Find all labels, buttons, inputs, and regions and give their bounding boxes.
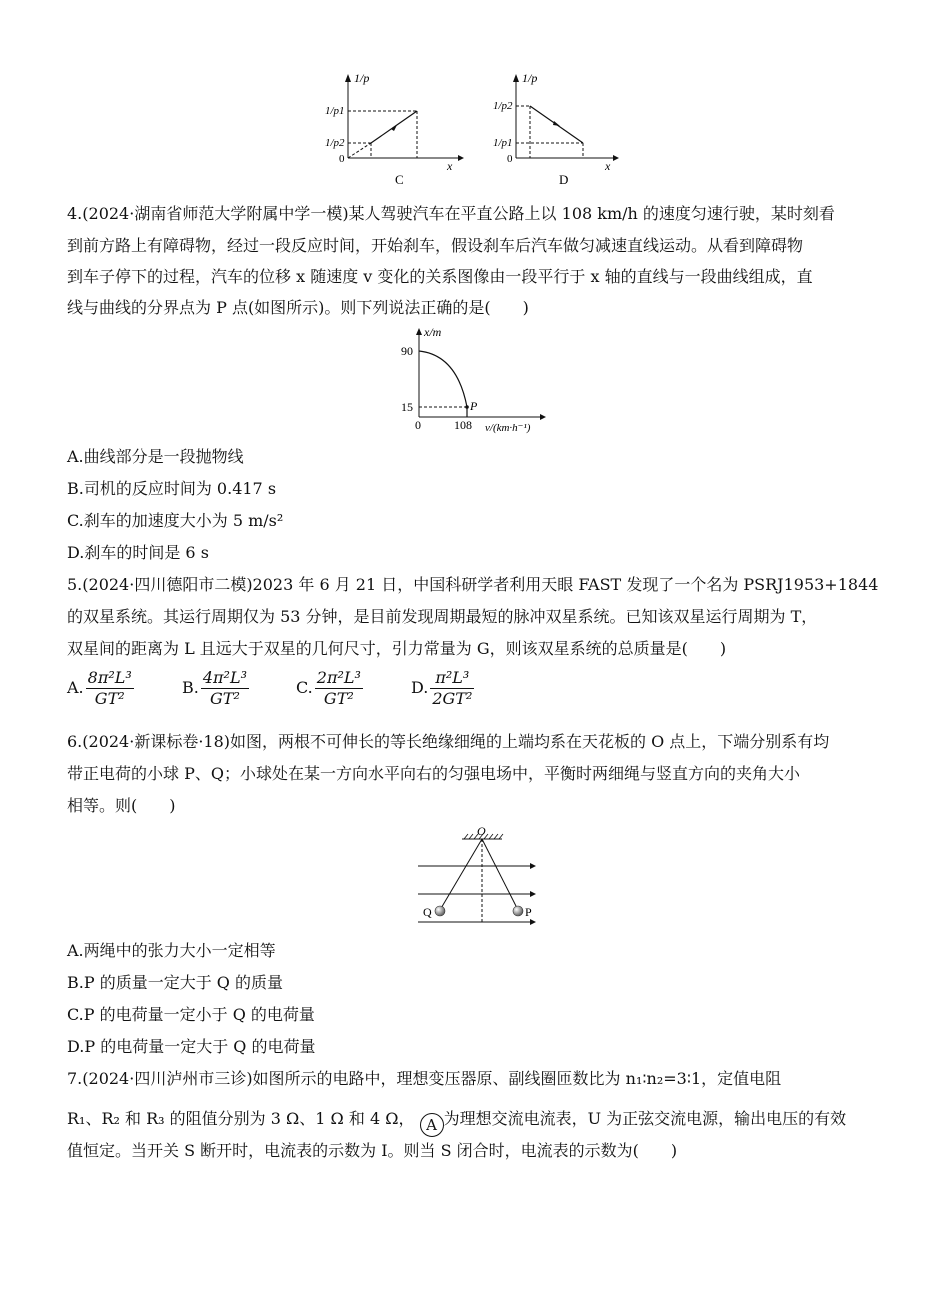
figure-d-graph	[493, 70, 633, 190]
q4-graph-x108: 108	[454, 418, 472, 432]
q5-option-d-den: 2GT²	[432, 689, 473, 708]
figure-d-xlabel: x	[605, 159, 611, 173]
figure-d-tick-lower: 1/p1	[493, 137, 513, 149]
q5-option-c-label: C.	[296, 678, 313, 697]
q5-line-2: 的双星系统。其运行周期仅为 53 分钟，是目前发现周期最短的脉冲双星系统。已知该双星运行周期为 T，	[67, 607, 818, 626]
q4-option-d: D.刹车的时间是 6 s	[67, 543, 209, 562]
q5-option-b-label: B.	[182, 678, 199, 697]
q5-option-b-num: 4π²L³	[202, 668, 247, 687]
figure-d-tick-upper: 1/p2	[493, 100, 513, 112]
figure-d-caption: D	[559, 172, 569, 187]
q5-line-3: 双星间的距离为 L 且远大于双星的几何尺寸，引力常量为 G，则该双星系统的总质量是( )	[67, 639, 727, 658]
q6-option-c: C.P 的电荷量一定小于 Q 的电荷量	[67, 1005, 315, 1024]
q7-line-3: 值恒定。当开关 S 断开时，电流表的示数为 I。则当 S 闭合时，电流表的示数为( )	[67, 1141, 678, 1160]
figure-c-tick-upper: 1/p1	[325, 105, 345, 117]
q4-graph-y90: 90	[401, 344, 413, 358]
q5-option-b-den: GT²	[209, 689, 240, 708]
q6-line-1: 6.(2024·新课标卷·18)如图，两根不可伸长的等长绝缘细绳的上端均系在天花板的 O 点上，下端分别系有均	[67, 732, 830, 751]
q5-option-c	[296, 668, 365, 709]
figure-d-origin: 0	[507, 153, 513, 165]
q4-graph-xlabel: v/(km·h⁻¹)	[485, 422, 531, 434]
q4-option-b: B.司机的反应时间为 0.417 s	[67, 479, 277, 498]
q7-line-1: 7.(2024·四川泸州市三诊)如图所示的电路中，理想变压器原、副线圈匝数比为 n₁∶n₂=3∶1，定值电阻	[67, 1069, 782, 1088]
q5-option-a-den: GT²	[94, 689, 125, 708]
figure-c-xlabel: x	[447, 159, 453, 173]
q5-option-d-num: π²L³	[430, 668, 474, 689]
ammeter-icon	[420, 1113, 444, 1137]
q6-option-d: D.P 的电荷量一定大于 Q 的电荷量	[67, 1037, 316, 1056]
q5-option-d-label: D.	[411, 678, 429, 697]
q4-line-3: 到车子停下的过程，汽车的位移 x 随速度 v 变化的关系图像由一段平行于 x 轴的直线与一段曲线组成，直	[67, 267, 813, 286]
q4-graph-origin: 0	[415, 418, 421, 432]
figure-c-ylabel: 1/p	[354, 71, 370, 85]
q6-option-a: A.两绳中的张力大小一定相等	[67, 941, 276, 960]
q4-option-c: C.刹车的加速度大小为 5 m/s²	[67, 511, 284, 530]
q7-line-2-part-1: R₁、R₂ 和 R₃ 的阻值分别为 3 Ω、1 Ω 和 4 Ω，	[67, 1109, 415, 1128]
q5-option-a-label: A.	[67, 678, 84, 697]
ammeter-label: A	[426, 1116, 438, 1134]
q4-line-2: 到前方路上有障碍物，经过一段反应时间，开始刹车，假设刹车后汽车做匀减速直线运动。从看到障碍物	[67, 236, 804, 255]
q4-line-4: 线与曲线的分界点为 P 点(如图所示)。则下列说法正确的是( )	[67, 298, 529, 317]
q5-option-b	[182, 668, 251, 709]
q4-option-a: A.曲线部分是一段抛物线	[67, 447, 244, 466]
q6-line-2: 带正电荷的小球 P、Q；小球处在某一方向水平向右的匀强电场中，平衡时两细绳与竖直方向的夹角大小	[67, 764, 800, 783]
q7-line-2-part-2: 为理想交流电流表，U 为正弦交流电源，输出电压的有效	[443, 1109, 847, 1128]
q5-option-c-den: GT²	[323, 689, 354, 708]
figure-c-graph	[325, 70, 465, 190]
q6-pendulum-figure	[414, 826, 544, 930]
q5-option-d	[411, 668, 476, 709]
q7-line-2	[67, 1108, 846, 1137]
q4-graph-y15: 15	[401, 400, 413, 414]
q4-graph-point: P	[470, 399, 478, 413]
q5-line-1: 5.(2024·四川德阳市二模)2023 年 6 月 21 日，中国科研学者利用天眼 FAST 发现了一个名为 PSRJ1953+1844	[67, 575, 879, 594]
q4-graph-ylabel: x/m	[424, 325, 442, 339]
q6-label-p: P	[525, 905, 532, 919]
q5-option-c-num: 2π²L³	[316, 668, 361, 687]
figure-c-tick-lower: 1/p2	[325, 137, 345, 149]
q4-line-1: 4.(2024·湖南省师范大学附属中学一模)某人驾驶汽车在平直公路上以 108 km/h 的速度匀速行驶，某时刻看	[67, 204, 835, 223]
q6-line-3: 相等。则( )	[67, 796, 176, 815]
q6-option-b: B.P 的质量一定大于 Q 的质量	[67, 973, 283, 992]
figure-c-origin: 0	[339, 153, 345, 165]
figure-d-ylabel: 1/p	[522, 71, 538, 85]
q4-xv-graph	[395, 325, 555, 437]
figure-c-caption: C	[395, 172, 404, 187]
q5-option-a-num: 8π²L³	[87, 668, 132, 687]
q6-label-o: O	[477, 826, 486, 838]
q6-label-q: Q	[423, 905, 432, 919]
q5-option-a	[67, 668, 136, 709]
